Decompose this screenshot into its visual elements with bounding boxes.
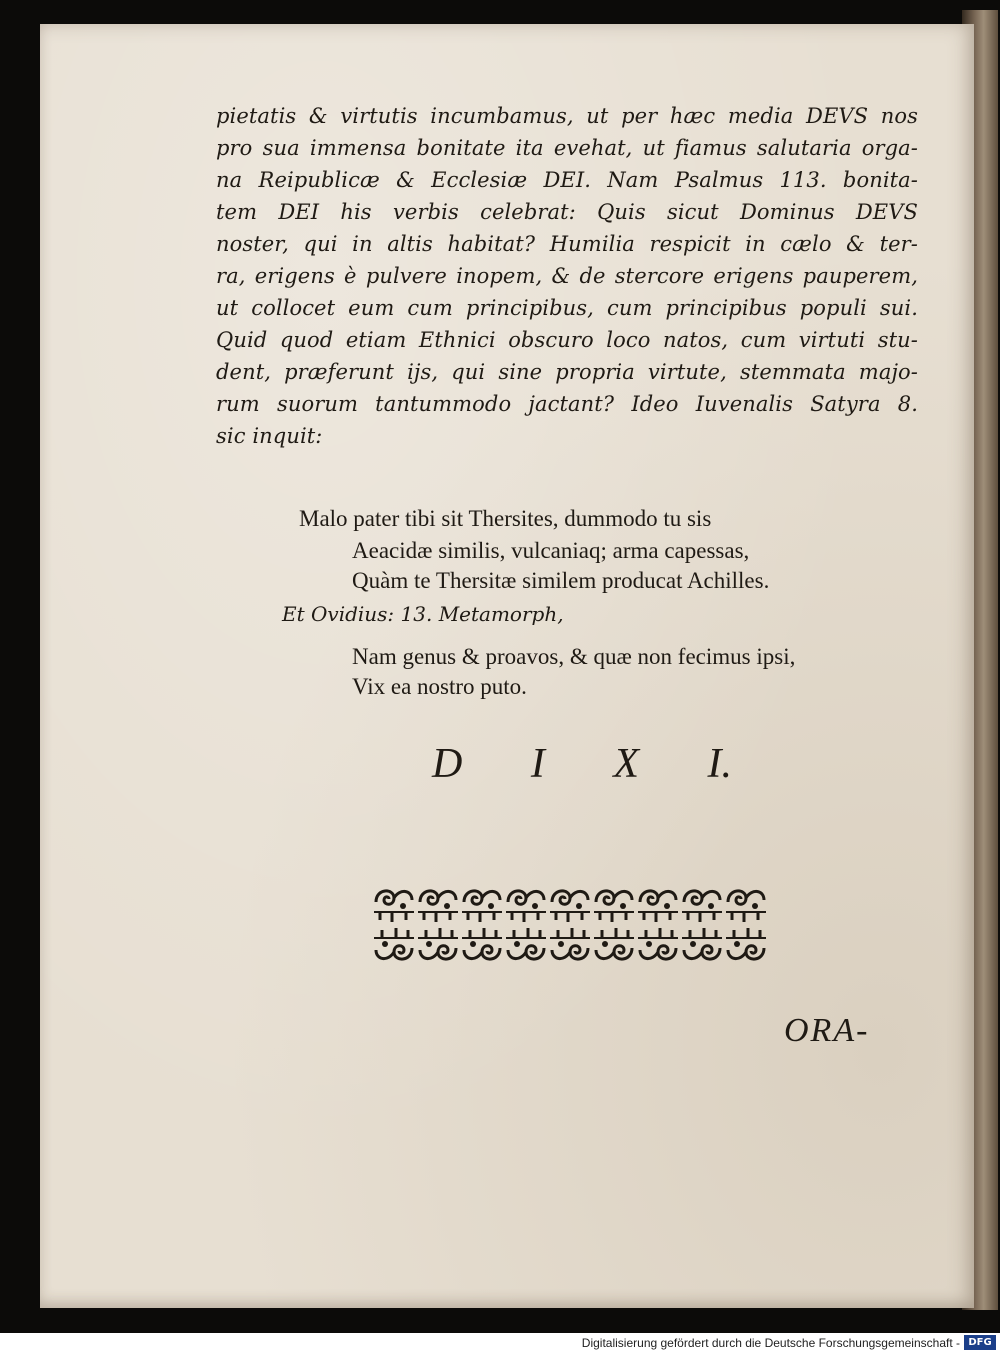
ornament-row-bottom: [374, 928, 766, 959]
prose-line: ra, erigens è pulvere inopem, & de stercore erigens pauperem,: [216, 264, 918, 288]
verse-line: Aeacidæ similis, vulcaniaq; arma capessas,: [352, 538, 750, 563]
prose-line: sic inquit:: [216, 424, 323, 448]
catchword: ORA-: [784, 1012, 870, 1049]
prose-line: rum suorum tantummodo jactant? Ideo Iuvenalis Satyra 8.: [216, 392, 918, 416]
dixi-letter: X: [613, 741, 639, 787]
ovid-intro: Et Ovidius: 13. Metamorph,: [282, 602, 564, 626]
footer-credit: Digitalisierung gefördert durch die Deutsche Forschungsgemeinschaft -: [581, 1336, 960, 1350]
prose-line: Quid quod etiam Ethnici obscuro loco natos, cum virtuti stu-: [216, 328, 918, 352]
footer-bar: [0, 1333, 1000, 1353]
prose-line: noster, qui in altis habitat? Humilia respicit in cælo & ter-: [216, 232, 918, 256]
verse-line: Vix ea nostro puto.: [352, 674, 527, 699]
dixi-letter: D: [432, 741, 463, 787]
prose-line: na Reipublicæ & Ecclesiæ DEI. Nam Psalmus 113. bonita-: [216, 168, 918, 192]
prose-line: tem DEI his verbis celebrat: Quis sicut Dominus DEVS: [216, 200, 918, 224]
prose-line: pro sua immensa bonitate ita evehat, ut fiamus salutaria orga-: [216, 136, 918, 160]
prose-block: [216, 100, 918, 452]
printers-ornament: [372, 880, 768, 970]
verse-line: Quàm te Thersitæ similem producat Achilles.: [352, 568, 770, 593]
prose-line: ut collocet eum cum principibus, cum principibus populi sui.: [216, 296, 918, 320]
verse-line: Malo pater tibi sit Thersites, dummodo tu sis: [299, 506, 712, 531]
ornament-row-top: [374, 891, 766, 922]
prose-line: pietatis & virtutis incumbamus, ut per hæc media DEVS nos: [216, 104, 918, 128]
dixi-letter: I: [530, 741, 545, 787]
verse-line: Nam genus & proavos, & quæ non fecimus ipsi,: [352, 644, 796, 669]
dfg-logo-icon[interactable]: DFG: [964, 1335, 996, 1350]
prose-line: dent, præferunt ijs, qui sine propria virtute, stemmata majo-: [216, 360, 918, 384]
dixi-letter: I.: [707, 741, 732, 787]
dixi-heading: [432, 740, 732, 788]
